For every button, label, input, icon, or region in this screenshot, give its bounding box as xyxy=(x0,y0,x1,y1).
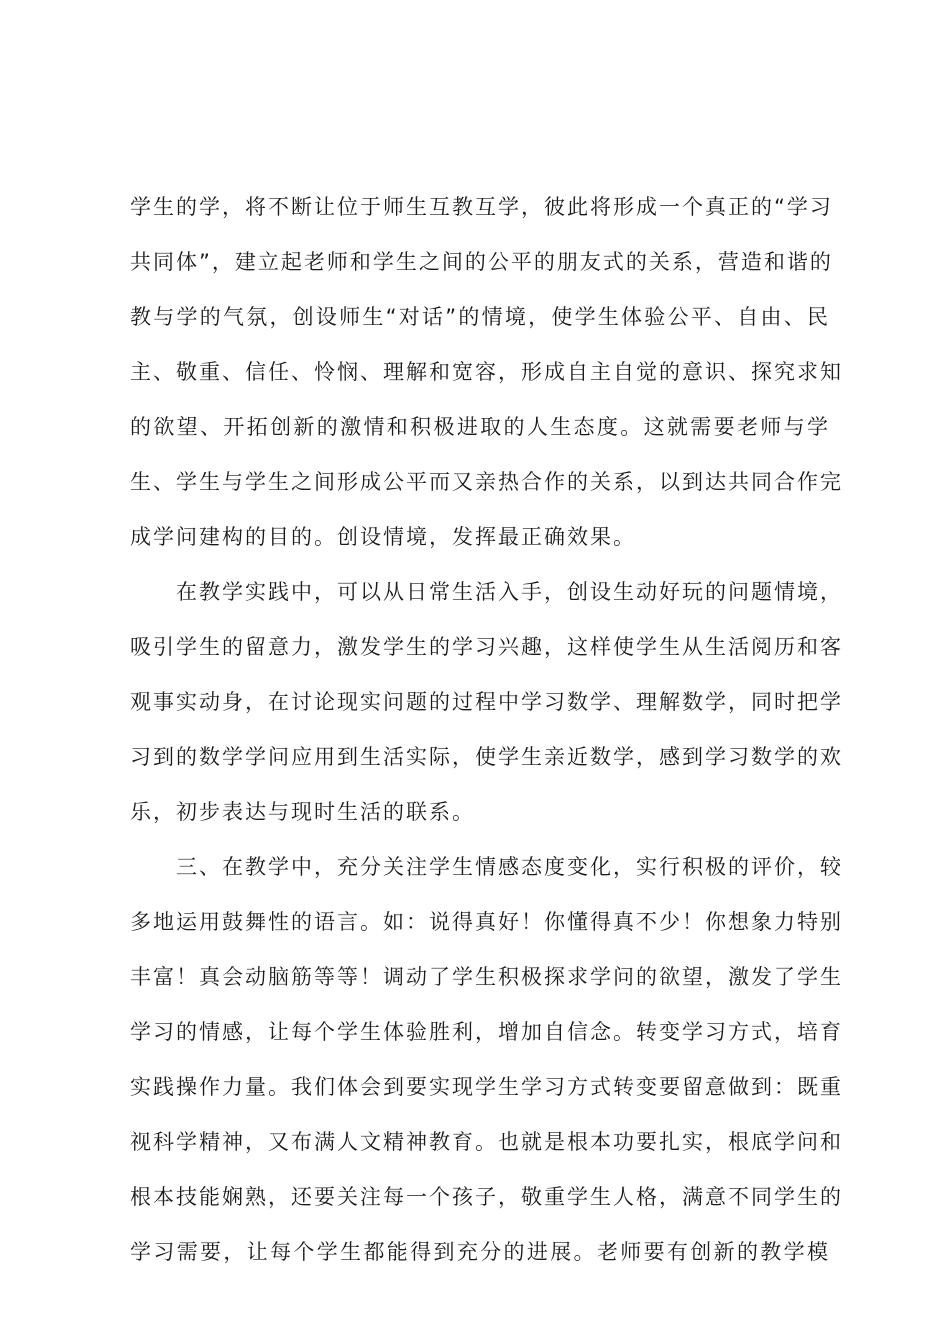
document-body xyxy=(130,186,843,1286)
text-line: 共同体”，建立起老师和学生之间的公平的朋友式的关系，营造和谐的 xyxy=(130,250,833,274)
text-line: 成学问建构的目的。创设情境，发挥最正确效果。 xyxy=(130,525,636,549)
text-line: 三、在教学中，充分关注学生情感态度变化，实行积极的评价，较 xyxy=(176,855,843,879)
text-line: 习到的数学学问应用到生活实际，使学生亲近数学，感到学习数学的欢 xyxy=(130,745,843,769)
text-line: 在教学实践中，可以从日常生活入手，创设生动好玩的问题情境， xyxy=(176,580,843,604)
text-line: 的欲望、开拓创新的激情和积极进取的人生态度。这就需要老师与学 xyxy=(130,415,830,439)
text-line: 主、敬重、信任、怜悯、理解和宽容，形成自主自觉的意识、探究求知 xyxy=(130,360,843,384)
text-line: 实践操作力量。我们体会到要实现学生学习方式转变要留意做到：既重 xyxy=(130,1075,843,1099)
text-line: 学生的学，将不断让位于师生互教互学，彼此将形成一个真正的“学习 xyxy=(130,195,833,219)
text-line: 视科学精神，又布满人文精神教育。也就是根本功要扎实，根底学问和 xyxy=(130,1130,843,1154)
text-line: 观事实动身，在讨论现实问题的过程中学习数学、理解数学，同时把学 xyxy=(130,690,843,714)
text-line: 教与学的气氛，创设师生“对话”的情境，使学生体验公平、自由、民 xyxy=(130,305,830,329)
text-line: 生、学生与学生之间形成公平而又亲热合作的关系，以到达共同合作完 xyxy=(130,470,843,494)
paragraph-2 xyxy=(130,571,843,846)
text-line: 学习需要，让每个学生都能得到充分的进展。老师要有创新的教学模 xyxy=(130,1240,830,1264)
text-line: 学习的情感，让每个学生体验胜利，增加自信念。转变学习方式，培育 xyxy=(130,1020,843,1044)
text-line: 多地运用鼓舞性的语言。如：说得真好！你懂得真不少！你想象力特别 xyxy=(130,910,843,934)
paragraph-3 xyxy=(130,846,843,1286)
text-line: 根本技能娴熟，还要关注每一个孩子，敬重学生人格，满意不同学生的 xyxy=(130,1185,843,1209)
text-line: 丰富！真会动脑筋等等！调动了学生积极探求学问的欲望，激发了学生 xyxy=(130,965,843,989)
text-line: 吸引学生的留意力，激发学生的学习兴趣，这样使学生从生活阅历和客 xyxy=(130,635,843,659)
paragraph-1 xyxy=(130,186,843,571)
text-line: 乐，初步表达与现时生活的联系。 xyxy=(130,800,475,824)
